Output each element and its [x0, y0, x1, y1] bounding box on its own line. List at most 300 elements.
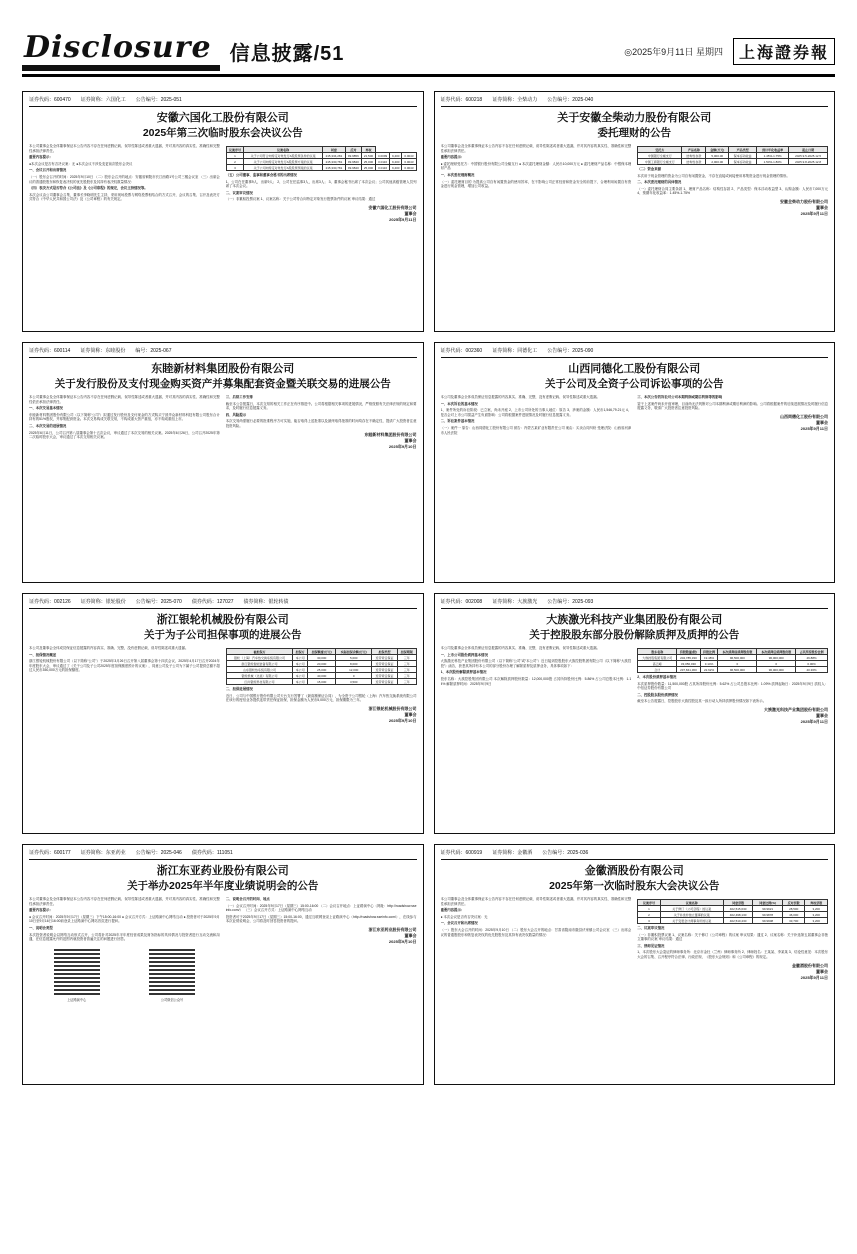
section-body: （一）案件一 原告：山西同德化工股份有限公司 被告：内蒙古某矿业有限责任公司 案由：买卖合同纠纷 受理法院：山西省河津市人民法院	[440, 425, 632, 435]
table-cell: 本公司	[293, 679, 308, 685]
table-cell: 3,200	[805, 912, 828, 918]
security-code: 证券简称：大族激光	[492, 599, 538, 605]
table-header-cell: 产品类型	[729, 147, 757, 153]
table-cell: 22.62%	[700, 667, 718, 673]
table-cell: 15,000	[308, 679, 336, 685]
article-column-left	[441, 897, 632, 1072]
masthead-logo: Disclosure	[22, 31, 220, 71]
signature-line: 2025年9月10日	[388, 938, 417, 944]
table-cell: 0.0043	[402, 159, 416, 165]
security-code: 债券代码：111051	[191, 850, 233, 856]
section-heading: 二、议案审议情况	[637, 926, 665, 930]
announcement-subtitle: 关于控股股东部分股份解除质押及质押的公告	[529, 629, 740, 641]
section-heading: 一、会议召开和出席情况	[29, 168, 67, 173]
announcement-signature	[637, 199, 828, 217]
article-grid	[22, 91, 835, 1085]
table-cell: 33,700	[782, 918, 805, 924]
table-cell: 连带责任保证	[372, 667, 398, 673]
announcement-card	[22, 342, 424, 583]
section-body: （一）非累积投票议案 1、议案名称：关于修订《公司章程》的议案 审议结果：通过 2、议案名称：关于补选第五届董事会非独立董事的议案 审议结果：通过	[637, 932, 828, 942]
section-body: 大族激光科技产业集团股份有限公司（以下简称“公司”或“本公司”）近日接到控股股东大族控股集团有限公司（以下简称“大族控股”）函告，获悉其所持有本公司的部分股份办理了解除质押及质押业务，具体事项如下：	[440, 659, 632, 668]
table-cell: 237,841,360	[677, 667, 701, 673]
table-cell: 215,330,781	[323, 159, 346, 165]
article-column-right	[226, 897, 417, 1072]
security-code-line	[441, 348, 829, 358]
table-cell: 3,200	[805, 918, 828, 924]
announcement-subtitle: 2025年第一次临时股东大会决议公告	[549, 880, 720, 892]
section-heading: 二、议案审议情况	[225, 190, 253, 195]
table-cell: 三年	[397, 673, 416, 679]
table-cell: 银轮（上海）汽车热交换系统有限公司	[226, 655, 293, 661]
section-heading: 一、本次诉讼的基本情况	[440, 401, 478, 406]
table-cell: 99.9840	[345, 159, 361, 165]
table-cell: 0.0043	[402, 153, 416, 159]
article-column-left	[441, 646, 632, 821]
data-table	[226, 648, 417, 685]
security-code: 证券简称：六国化工	[80, 97, 126, 103]
article-lead: 本公司董事会及全体董事保证本公告内容不存在任何虚假记载、误导性陈述或者重大遗漏，并对其内容的真实性、准确性和完整性承担法律责任。	[29, 144, 220, 153]
table-cell: 连带责任保证	[372, 679, 398, 685]
signature-line: 东睦新材料集团股份有限公司	[364, 431, 417, 437]
signature-line: 浙江银轮机械股份有限公司	[368, 705, 417, 711]
section-body: 浙江银轮机械股份有限公司（以下简称“公司”）于2025年3月26日召开第八届董事会第十四次会议、2025年4月17日召开2024年年度股东大会，审议通过了《关于公司及子公司2025年度担保额度预计的议案》，同意公司及子公司为下属子公司提供总额不超过人民币350,000万元的担保额度。	[29, 659, 220, 673]
table-cell: 402,498,130	[723, 912, 753, 918]
table-cell: 99.9856	[345, 153, 361, 159]
announcement-card	[434, 342, 836, 583]
section-body: 1、案件所处的诉讼阶段：已立案，尚未开庭 2、上市公司所处的当事人地位：原告 3、涉案的金额：人民币1,546,79.21元 4、是否会对上市公司损益产生负面影响：公司将根据案件进展情况及时履行信息披露义务。	[440, 408, 632, 417]
section-body: （一）委托理财合同主要条款 1、理财产品名称：结构性存款 2、产品类型：保本浮动收益型 3、认购金额：人民币7,000万元 4、预期年化收益率：1.45%-1.75%	[637, 186, 828, 196]
announcement-title: 安徽六国化工股份有限公司	[156, 111, 289, 124]
table-cell: 三年	[397, 661, 416, 667]
announcement-card	[22, 593, 424, 834]
table-header-cell: 同意比例(%)	[753, 900, 783, 906]
section-body: 近日，公司与中国银行股份有限公司天台支行签署了《最高额保证合同》，为全资子公司银轮（上海）汽车热交换系统有限公司在该行的授信业务提供连带责任保证担保，担保金额为人民币5,000万元，担保期限为三年。	[225, 693, 417, 703]
announcement-title: 山西同德化工股份有限公司	[568, 362, 701, 375]
table-cell: 合计	[638, 667, 677, 673]
table-cell: 96,500,000	[718, 667, 757, 673]
table-cell: 结构性存款	[682, 159, 706, 165]
table-cell: 99.9878	[753, 912, 783, 918]
table-cell: 402,515,630	[723, 906, 753, 912]
section-body: 本次交易尚需履行必要的批准程序方可实施，能否取得上述批准以及最终取得批准的时间均存在不确定性，提请广大投资者注意投资风险。	[225, 419, 417, 428]
signature-line: 金徽酒股份有限公司	[792, 962, 828, 968]
table-cell: 连带责任保证	[372, 673, 398, 679]
section-heading: 二、本次交易的进展情况	[29, 423, 67, 428]
qr-code-caption: 公司微信公众号	[160, 997, 184, 1002]
section-heading: 一、说明会类型	[29, 925, 53, 930]
table-header-cell: 起止日期	[789, 147, 828, 153]
announcement-signature	[226, 927, 417, 945]
table-header-cell: 同意票数	[723, 900, 753, 906]
table-header-cell: 议案序号	[226, 147, 243, 153]
security-code: 证券代码：002008	[440, 599, 483, 605]
table-cell: 8,000	[336, 661, 372, 667]
table-cell: 本公司	[293, 661, 308, 667]
table-cell: 96,000,000	[757, 655, 796, 661]
announcement-card	[434, 844, 836, 1085]
data-table	[637, 648, 828, 673]
table-cell: 本公司	[293, 667, 308, 673]
section-heading: （五）公司董事、监事和董事会秘书的出席情况	[225, 173, 297, 177]
announcement-signature	[637, 963, 828, 981]
security-code: 公告编号：2025-070	[135, 599, 182, 605]
table-cell: 0.00%	[796, 661, 828, 667]
table-cell: 结构性存款	[682, 153, 706, 159]
announcement-signature	[637, 707, 828, 725]
table-cell: 25,000	[361, 159, 375, 165]
table-cell: 20,000	[308, 661, 336, 667]
announcement-card	[434, 91, 836, 332]
table-cell: 三年	[397, 667, 416, 673]
security-code: 公告编号：2025-046	[135, 850, 182, 856]
table-cell: 三年	[397, 655, 416, 661]
table-cell: 99.9840	[345, 165, 361, 171]
announcement-subtitle: 关于发行股份及支付现金购买资产并募集配套资金暨关联交易的进展公告	[54, 378, 391, 390]
security-code-line	[29, 599, 417, 609]
section-heading: 一、担保情况概述	[29, 652, 57, 657]
table-cell: 连带责任保证	[372, 661, 398, 667]
table-cell: 46,000	[782, 912, 805, 918]
section-body: 本次质押股份数量：11,500,000股 占其所持股份比例：5.62% 占公司总股本比例：1.09% 质押起始日：2025年9月9日 质权人：中信证券股份有限公司	[637, 681, 828, 691]
table-cell: 3	[226, 165, 243, 171]
masthead	[22, 28, 835, 77]
signature-line: 大族激光科技产业集团股份有限公司	[764, 706, 828, 712]
signature-line: 董事会	[404, 210, 417, 216]
security-code: 公告编号：2025-090	[547, 348, 594, 354]
announcement-subtitle: 委托理财的公告	[597, 127, 671, 139]
table-cell: 9,400	[390, 153, 402, 159]
table-cell: 2,000.00	[706, 159, 729, 165]
table-header-cell: 本次质押后质押股份数	[757, 649, 796, 655]
qr-code-icon	[54, 949, 100, 995]
section-heading: 一、上市公司股份质押基本情况	[440, 652, 488, 657]
table-header-cell: 议案名称	[244, 147, 323, 153]
article-column-right	[637, 395, 828, 570]
security-code: 证券简称：全柴动力	[492, 97, 538, 103]
signature-line: 2025年9月11日	[800, 425, 828, 431]
security-code-line	[29, 348, 417, 358]
table-cell: 3,200	[805, 906, 828, 912]
section-body: 鉴于上述案件尚未开庭审理，目前尚无法判断对公司本期利润或期后利润的影响。公司将根据案件的后续进展情况及时履行信息披露义务，敬请广大投资者注意投资风险。	[637, 401, 828, 411]
table-row	[226, 679, 416, 685]
announcement-subtitle: 2025年第三次临时股东会决议公告	[142, 127, 303, 139]
section-body: （一）股东大会召开的时间：2025年9月10日 （二）股东大会召开的地点：甘肃省陇南市徽县伏家镇公司会议室 （三）出席会议的普通股股东和恢复表决权的优先股股东及其持有表决权数量的情况：	[440, 927, 632, 937]
security-code: 证券简称：金徽酒	[492, 850, 533, 856]
table-cell: 40,000	[308, 673, 336, 679]
article-column-right	[226, 646, 417, 821]
announcement-card	[22, 844, 424, 1085]
security-code: 证券代码：600919	[440, 850, 483, 856]
table-cell: 四川银轮科技有限公司	[226, 679, 293, 685]
signature-line: 山西同德化工股份有限公司	[780, 413, 828, 419]
table-header-cell: 同意	[323, 147, 346, 153]
article-footer-note: 投资者可于2025年9月17日（星期三）15:00-16:00，通过互联网登录上证路演中心（http://roadshow.sseinfo.com/），在线参与本次业绩说明会，公司将及时回答投资者的提问。	[225, 914, 417, 924]
security-code-line	[29, 97, 417, 107]
signature-line: 董事会	[816, 712, 828, 718]
article-columns	[29, 897, 417, 1072]
security-code: 证券代码：002126	[29, 599, 71, 605]
section-heading: 一、会议召开和出席情况	[440, 921, 478, 926]
table-cell: 99.9908	[753, 918, 783, 924]
security-code: 证券代码：600218	[440, 97, 483, 103]
section-heading: 重要内容提示：	[29, 155, 53, 160]
section-heading: 二、本次委托理财的具体情况	[637, 180, 682, 185]
table-cell: 12,000	[336, 667, 372, 673]
announcement-signature	[637, 414, 828, 432]
table-cell: 0.0099	[376, 153, 390, 159]
announcement-subtitle: 关于举办2025年半年度业绩说明会的公告	[127, 880, 319, 892]
security-code-line	[29, 850, 417, 860]
table-cell: 5,000	[336, 655, 372, 661]
table-header-cell: 实际担保余额(万元)	[336, 649, 372, 655]
table-cell: 99.9921	[753, 906, 783, 912]
table-cell: 本公司	[293, 673, 308, 679]
article-column-right	[637, 144, 828, 319]
table-header-cell: 受托方	[638, 147, 682, 153]
table-cell: 三年	[397, 679, 416, 685]
section-body: 本次投资者说明会以网络互动形式召开，公司将针对2025年半年度经营成果及财务指标的具体情况与投资者进行互动交流和沟通，在信息披露允许的范围内就投资者普遍关注的问题进行回答。	[29, 932, 220, 942]
section-body: ● 会议召开时间：2025年9月17日（星期三）下午15:00-16:00 ● 会议召开方式：上证路演中心网络互动 ● 投资者可于2025年9月10日至9月16日16:00前登录上证路演中心网站首页进行提问。	[29, 914, 220, 924]
security-code: 公告编号：2025-093	[547, 599, 594, 605]
table-cell: 33,056,030	[677, 661, 701, 667]
table-header-cell: 产品名称	[682, 147, 706, 153]
announcement-title: 金徽酒股份有限公司	[584, 864, 684, 877]
table-cell: 关于公司符合向特定对象发行A股股票条件的议案	[244, 153, 323, 159]
article-column-right	[637, 897, 828, 1072]
security-code: 证券简称：银轮股份	[80, 599, 126, 605]
article-column-right	[637, 646, 828, 821]
security-code: 证券代码：600470	[29, 97, 71, 103]
table-header-cell: 弃权	[361, 147, 375, 153]
article-columns	[441, 144, 829, 319]
signature-line: 安徽六国化工股份有限公司	[368, 204, 417, 210]
table-header-cell: 预计年化收益率	[757, 147, 789, 153]
signature-line: 2025年9月11日	[389, 216, 417, 222]
article-column-right	[226, 395, 417, 570]
article-column-left	[441, 144, 632, 319]
signature-line: 2025年9月11日	[800, 210, 828, 216]
section-body: ● 委托理财受托方：中国银行股份有限公司全椒支行 ● 本次委托理财金额：人民币10,000万元 ● 委托理财产品名称：中银保本理财产品	[440, 161, 632, 171]
section-body: （一）会议召开时间：2025年9月17日（星期三）15:00-16:00 （二）会议召开地点：上证路演中心（网址：http://roadshow.sseinfo.com/） （三）会议召开方式：上证路演中心网络互动	[225, 903, 417, 913]
section-heading: （二）资金来源	[637, 167, 661, 171]
table-cell: 5,000.00	[706, 153, 729, 159]
qr-code-item	[149, 946, 195, 1002]
table-header-cell: 被担保方	[226, 649, 293, 655]
table-cell: 204,785,330	[677, 655, 701, 661]
table-header-cell: 金额(万元)	[706, 147, 729, 153]
table-cell: 1.50%-1.80%	[757, 159, 789, 165]
section-heading: 三、律师见证情况	[637, 943, 665, 948]
section-body: ● 本次会议是否有否决议案：无	[440, 914, 488, 919]
article-columns	[29, 395, 417, 570]
masthead-page-number: /51	[313, 42, 345, 65]
masthead-paper-name: 上海證券報	[733, 38, 835, 65]
section-heading: 三、本次公告的诉讼对公司本期利润或期后利润等的影响	[637, 395, 723, 399]
announcement-subtitle: 关于公司及全资子公司诉讼事项的公告	[545, 378, 724, 390]
table-cell: 28,500	[782, 906, 805, 912]
article-column-right	[226, 144, 417, 319]
announcement-title: 东睦新材料集团股份有限公司	[151, 362, 295, 375]
data-table	[226, 146, 417, 171]
announcement-signature	[226, 706, 417, 724]
article-columns	[29, 144, 417, 319]
table-cell: 0.0043	[402, 165, 416, 171]
table-cell: 96,000,000	[757, 667, 796, 673]
table-cell: 2025.9.5-2025.12.5	[789, 153, 828, 159]
announcement-card	[434, 593, 836, 834]
signature-line: 董事会	[404, 437, 417, 443]
section-body: ●本次会议是否有否决议案：无 ●本次会议不涉及变更前次股东会决议	[29, 161, 133, 166]
table-row	[638, 159, 828, 165]
announcement-title: 大族激光科技产业集团股份有限公司	[546, 613, 723, 626]
security-code: 证券代码：600177	[29, 850, 71, 856]
section-heading: 二、控股股东股份质押情况	[637, 692, 678, 697]
table-cell: 1	[226, 153, 243, 159]
article-columns	[441, 395, 829, 570]
article-column-left	[29, 646, 220, 821]
section-body: 本次用于现金管理的资金为公司自有闲置资金，不存在直接或间接使用募集资金进行现金管理的情形。	[637, 173, 790, 178]
table-cell: 96,500,000	[718, 655, 757, 661]
table-cell: 山东银轮热系统有限公司	[226, 667, 293, 673]
article-column-left	[29, 897, 220, 1072]
table-cell: 9,400	[390, 159, 402, 165]
table-cell: 0.0116	[376, 159, 390, 165]
table-row	[638, 918, 828, 924]
article-column-left	[441, 395, 632, 570]
table-cell: 215,334,281	[323, 153, 346, 159]
signature-line: 2025年9月10日	[388, 717, 417, 723]
table-cell: 关于变更会计师事务所的议案	[660, 918, 723, 924]
table-cell: 2025.9.8-2025.12.8	[789, 159, 828, 165]
table-header-cell: 反对	[345, 147, 361, 153]
signature-line: 董事会	[816, 968, 828, 974]
table-header-cell: 弃权票数	[805, 900, 828, 906]
table-cell: 关于补选非独立董事的议案	[660, 912, 723, 918]
table-cell: 0	[336, 673, 372, 679]
security-code: 证券代码：002360	[440, 348, 483, 354]
section-body: 1、公司在任董事9人，出席9人； 2、公司在任监事3人，出席3人； 3、董事会秘书出席了本次会议；公司其他高级管理人员列席了本次会议。	[225, 179, 417, 189]
table-cell: 19.48%	[700, 655, 718, 661]
table-cell: 中国工商银行全椒支行	[638, 159, 682, 165]
section-body: 东睦新材料集团股份有限公司（以下简称“公司”）拟通过发行股份及支付现金的方式购买宁波华众新材料科技有限公司股东合计持有的51%股权，并募集配套资金。本次交易构成关联交易，不构成重大资产重组，亦不构成重组上市。	[29, 412, 220, 422]
article-column-left	[29, 144, 220, 319]
security-code: 债券简称：银轮转债	[243, 599, 289, 605]
table-row	[226, 165, 416, 171]
security-code-line	[441, 97, 829, 107]
table-header-cell: 占其所持股份比例	[796, 649, 828, 655]
article-lead: 本公司董事会及全体董事保证本公告内容不存在任何虚假记载、误导性陈述或者重大遗漏，并对其内容的真实性、准确性和完整性依法承担法律责任。	[29, 395, 220, 404]
table-cell: 3.14%	[700, 661, 718, 667]
section-heading: 二、说明会召开的时间、地点	[225, 897, 270, 901]
signature-line: 董事会	[816, 419, 828, 425]
table-cell: 0	[718, 661, 757, 667]
security-code: 证券简称：东亚药业	[80, 850, 126, 856]
table-header-cell: 担保类型	[372, 649, 398, 655]
table-cell: 21,500	[361, 153, 375, 159]
announcement-signature	[226, 205, 417, 223]
article-lead: 本公司及董事会全体成员保证信息披露的内容真实、准确、完整，没有虚假记载、误导性陈述或重大遗漏。	[29, 646, 189, 650]
signature-line: 2025年9月11日	[800, 974, 828, 980]
table-cell: 25,000	[361, 165, 375, 171]
qr-code-group	[29, 946, 220, 1002]
section-heading: 二、诉讼案件基本情况	[440, 419, 475, 424]
table-cell: 1.45%-1.75%	[757, 153, 789, 159]
table-cell: 保本浮动收益	[729, 153, 757, 159]
article-columns	[441, 897, 829, 1072]
table-cell: 25,000	[308, 667, 336, 673]
section-heading: 一、本次交易基本情况	[29, 406, 63, 411]
signature-line: 2025年9月10日	[388, 443, 417, 449]
table-cell: 9,400	[390, 165, 402, 171]
section-body: 截至本公告披露日，控股股东大族控股及其一致行动人所持质押股份情况如下表所示。	[637, 699, 767, 704]
signature-line: 董事会	[404, 711, 417, 717]
table-cell: 2	[638, 912, 661, 918]
table-header-cell: 本次质押前质押股份数	[718, 649, 757, 655]
table-cell: 关于修订《公司章程》的议案	[660, 906, 723, 912]
table-cell: 连带责任保证	[372, 655, 398, 661]
security-code-line	[441, 599, 829, 609]
section-heading: 2、本次股份质押基本情况	[637, 675, 677, 679]
table-cell: 46.88%	[796, 655, 828, 661]
table-header-cell: 股东名称	[638, 649, 677, 655]
table-cell: 40.36%	[796, 667, 828, 673]
signature-line: 安徽全柴动力股份有限公司	[780, 198, 828, 204]
data-table	[637, 146, 828, 165]
table-cell: 大族控股集团有限公司	[638, 655, 677, 661]
table-cell: 关于公司向特定对象发行A股股票预案的议案	[244, 165, 323, 171]
data-table	[637, 899, 828, 924]
security-code: 证券代码：600114	[29, 348, 71, 354]
security-code: 公告编号：2025-051	[135, 97, 182, 103]
table-cell: 402,510,430	[723, 918, 753, 924]
table-cell: 0.0116	[376, 165, 390, 171]
article-lead: 本公司及董事会全体成员保证信息披露的内容真实、准确、完整，没有虚假记载、误导性陈述或重大遗漏。	[440, 646, 600, 650]
article-columns	[29, 646, 417, 821]
section-heading: 重要内容提示：	[440, 155, 465, 160]
announcement-title: 浙江东亚药业股份有限公司	[156, 864, 289, 877]
security-code: 证券简称：东睦股份	[80, 348, 126, 354]
section-body: 截至本公告披露日，本次交易的相关工作正在有序推进中。公司将根据相关事项的进展情况，严格按照有关法律法规的规定和要求，及时履行信息披露义务。	[225, 401, 417, 411]
table-cell: 3	[638, 918, 661, 924]
section-body: （一）非累积投票议案 1、议案名称：关于公司符合向特定对象发行股票条件的议案 审议结果：通过	[225, 197, 376, 202]
section-body: 1、本次股东大会鉴证的律师事务所：北京市金杜（兰州）律师事务所 2、律师姓名：王某某、李某某 3、结论性意见：本次股东大会的召集、召开程序符合法律、行政法规、《股东大会规则》和《公司章程》的规定。	[637, 950, 828, 959]
qr-code-item	[54, 946, 100, 1002]
masthead-section-label: 信息披露	[229, 42, 314, 65]
signature-line: 董事会	[404, 932, 417, 938]
table-cell: 银轮机械（北美）有限公司	[226, 673, 293, 679]
table-header-cell: 持股数量(股)	[677, 649, 701, 655]
table-header-cell: 担保方	[293, 649, 308, 655]
signature-line: 浙江东亚药业股份有限公司	[368, 926, 417, 932]
table-cell: 保本浮动收益	[729, 159, 757, 165]
table-cell: 0	[757, 661, 796, 667]
table-header-cell: 持股比例	[700, 649, 718, 655]
section-heading: 重要内容提示：	[440, 908, 465, 913]
table-cell: 高云峰	[638, 661, 677, 667]
table-row	[638, 667, 828, 673]
table-cell: 215,330,781	[323, 165, 346, 171]
qr-code-caption: 上证路演中心	[67, 997, 87, 1002]
table-header-cell: 担保额度(万元)	[308, 649, 336, 655]
table-header-cell: 反对票数	[782, 900, 805, 906]
table-cell: 中国银行全椒支行	[638, 153, 682, 159]
section-body: （一）委托理财目的 为提高公司自有闲置资金的使用效率，在不影响公司正常经营和资金安全的前提下，合理利用闲置自有资金进行现金管理，增加公司收益。	[440, 179, 632, 189]
security-code-line	[441, 850, 829, 860]
section-body: 2025年6月11日，公司召开第八届董事会第十五次会议，审议通过了本次交易的相关议案。2025年6月26日，公司召开2025年第二次临时股东大会，审议通过了本次交易相关议案。	[29, 430, 220, 440]
article-column-left	[29, 395, 220, 570]
qr-code-icon	[149, 949, 195, 995]
table-cell: 1	[638, 906, 661, 912]
